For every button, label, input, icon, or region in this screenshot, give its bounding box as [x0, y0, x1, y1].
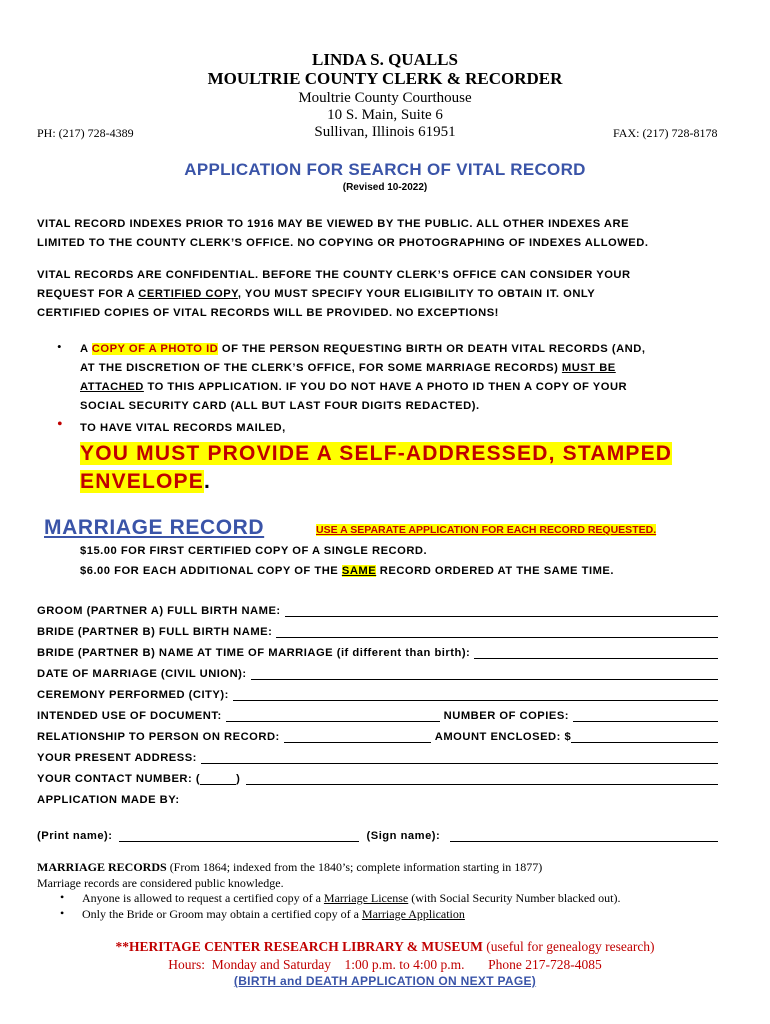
relationship-amount-row: [37, 723, 718, 743]
present-address-label: YOUR PRESENT ADDRESS:: [37, 752, 197, 764]
confidential-line-2b: , YOU MUST SPECIFY YOUR ELIGIBILITY TO OBTAIN IT. ONLY: [237, 288, 596, 300]
anyone-note-a: Anyone is allowed to request a certified copy of a: [82, 891, 324, 905]
area-code-field[interactable]: [200, 772, 236, 785]
index-notice-line-1: VITAL RECORD INDEXES PRIOR TO 1916 MAY BE VIEWED BY THE PUBLIC. ALL OTHER INDEXES ARE: [37, 218, 630, 230]
same-text: SAME: [341, 565, 377, 577]
print-name-field[interactable]: [119, 829, 359, 842]
photo-id-line-1b: OF THE PERSON REQUESTING BIRTH OR DEATH VITAL RECORDS (AND,: [218, 343, 646, 355]
ceremony-city-row: [37, 681, 718, 701]
number-of-copies-field[interactable]: [573, 709, 718, 722]
photo-id-line-2: [80, 359, 734, 378]
bullet-icon: •: [60, 906, 65, 920]
attached-text: ATTACHED: [80, 381, 144, 393]
ceremony-city-label: CEREMONY PERFORMED (CITY):: [37, 689, 229, 701]
intended-use-field[interactable]: [226, 709, 440, 722]
intended-use-label: INTENDED USE OF DOCUMENT:: [37, 710, 222, 722]
marriage-date-field[interactable]: [251, 667, 718, 680]
bullet-icon: •: [57, 339, 62, 354]
form-title: APPLICATION FOR SEARCH OF VITAL RECORD: [184, 160, 586, 179]
print-name-label: (Print name):: [37, 830, 113, 842]
bride-marriage-name-row: [37, 639, 718, 659]
photo-id-line-2a: AT THE DISCRETION OF THE CLERK’S OFFICE, FOR SOME MARRIAGE RECORDS): [80, 362, 562, 374]
heritage-center-name: **HERITAGE CENTER RESEARCH LIBRARY & MUSEUM: [115, 939, 483, 954]
bride-groom-note: [82, 907, 465, 922]
confidential-line-2: [37, 285, 734, 304]
relationship-label: RELATIONSHIP TO PERSON ON RECORD:: [37, 731, 280, 743]
names-row: [37, 822, 718, 842]
confidential-line-2a: REQUEST FOR A: [37, 288, 139, 300]
relationship-field[interactable]: [284, 730, 431, 743]
confidential-notice: [37, 266, 734, 323]
clerk-title: MOULTRIE COUNTY CLERK & RECORDER: [207, 69, 563, 88]
photo-id-line-4: SOCIAL SECURITY CARD (ALL BUT LAST FOUR DIGITS REDACTED).: [80, 400, 480, 412]
groom-name-label: GROOM (PARTNER A) FULL BIRTH NAME:: [37, 605, 281, 617]
number-of-copies-label: NUMBER OF COPIES:: [443, 710, 570, 722]
heritage-center: [0, 939, 770, 955]
address-row: [37, 744, 718, 764]
fee2-a: $6.00 FOR EACH ADDITIONAL COPY OF THE: [80, 565, 342, 577]
sign-name-field[interactable]: [450, 829, 718, 842]
marriage-records-heading: MARRIAGE RECORDS: [37, 860, 167, 874]
confidential-line-3: CERTIFIED COPIES OF VITAL RECORDS WILL BE PROVIDED. NO EXCEPTIONS!: [37, 307, 499, 319]
marriage-records-note: [37, 860, 542, 875]
bride-name-row: [37, 618, 718, 638]
anyone-note-b: (with Social Security Number blacked out).: [408, 891, 621, 905]
mailing-line: TO HAVE VITAL RECORDS MAILED,: [80, 422, 286, 434]
clerk-name: LINDA S. QUALLS: [312, 50, 458, 69]
contact-number-label: YOUR CONTACT NUMBER: (: [37, 773, 201, 785]
envelope-text-2: ENVELOPE: [80, 470, 204, 493]
index-notice: [37, 215, 734, 253]
heritage-center-note: (useful for genealogy research): [482, 939, 655, 954]
bride-name-field[interactable]: [276, 625, 718, 638]
fee-additional-copy: [80, 565, 614, 577]
made-by-row: [37, 786, 718, 806]
envelope-requirement: [80, 440, 735, 496]
next-page-note: (BIRTH and DEATH APPLICATION ON NEXT PAGE): [233, 974, 537, 988]
photo-id-line-3: [80, 378, 734, 397]
fax-number: FAX: (217) 728-8178: [613, 126, 718, 140]
phone-number: PH: (217) 728-4389: [37, 126, 134, 140]
envelope-line-2: [80, 468, 735, 496]
photo-id-highlight: COPY OF A PHOTO ID: [91, 343, 219, 355]
bride-groom-note-a: Only the Bride or Groom may obtain a certified copy of a: [82, 907, 362, 921]
contact-close-paren: ): [236, 773, 241, 785]
bullet-icon: •: [60, 890, 65, 904]
bullet-icon: •: [57, 416, 63, 433]
use-copies-row: [37, 702, 718, 722]
public-knowledge-note: Marriage records are considered public knowledge.: [37, 876, 284, 890]
bride-marriage-name-label: BRIDE (PARTNER B) NAME AT TIME OF MARRIAGE (if different than birth):: [37, 647, 471, 659]
bride-name-label: BRIDE (PARTNER B) FULL BIRTH NAME:: [37, 626, 273, 638]
fee-first-copy: $15.00 FOR FIRST CERTIFIED COPY OF A SINGLE RECORD.: [80, 545, 428, 557]
groom-name-field[interactable]: [285, 604, 718, 617]
amount-enclosed-label: AMOUNT ENCLOSED: $: [434, 731, 572, 743]
separate-application-note: USE A SEPARATE APPLICATION FOR EACH RECORD REQUESTED.: [316, 524, 657, 536]
photo-id-line-1a: A: [80, 343, 92, 355]
envelope-line-1: [80, 440, 735, 468]
ceremony-city-field[interactable]: [233, 688, 718, 701]
fee2-b: RECORD ORDERED AT THE SAME TIME.: [376, 565, 614, 577]
address-line-3: Sullivan, Illinois 61951: [314, 124, 456, 140]
marriage-application-text: Marriage Application: [361, 907, 465, 921]
contact-row: [37, 765, 718, 785]
heritage-hours: Hours: Monday and Saturday 1:00 p.m. to 4:00 p.m. Phone 217-728-4085: [168, 957, 602, 972]
certified-copy-text: CERTIFIED COPY: [138, 288, 238, 300]
must-be-text: MUST BE: [561, 362, 616, 374]
photo-id-line-1: [80, 340, 734, 359]
contact-number-field[interactable]: [246, 772, 718, 785]
address-line-1: Moultrie County Courthouse: [298, 90, 472, 106]
envelope-text-1: YOU MUST PROVIDE A SELF-ADDRESSED, STAMPED: [80, 442, 673, 465]
sign-name-label: (Sign name):: [366, 830, 441, 842]
index-notice-line-2: LIMITED TO THE COUNTY CLERK’S OFFICE. NO COPYING OR PHOTOGRAPHING OF INDEXES ALLOWED.: [37, 237, 649, 249]
groom-name-row: [37, 597, 718, 617]
amount-enclosed-field[interactable]: [571, 730, 718, 743]
anyone-note: [82, 891, 621, 906]
application-made-by-label: APPLICATION MADE BY:: [37, 794, 180, 806]
marriage-records-dates: (From 1864; indexed from the 1840’s; complete information starting in 1877): [166, 860, 543, 874]
photo-id-line-3b: TO THIS APPLICATION. IF YOU DO NOT HAVE A PHOTO ID THEN A COPY OF YOUR: [143, 381, 628, 393]
revision-date: (Revised 10-2022): [342, 182, 428, 193]
mailing-requirement: [80, 419, 734, 438]
present-address-field[interactable]: [201, 751, 718, 764]
bride-marriage-name-field[interactable]: [474, 646, 718, 659]
marriage-date-row: [37, 660, 718, 680]
address-line-2: 10 S. Main, Suite 6: [327, 107, 443, 123]
photo-id-requirement: [80, 340, 734, 416]
marriage-date-label: DATE OF MARRIAGE (CIVIL UNION):: [37, 668, 247, 680]
envelope-period: .: [203, 470, 212, 493]
confidential-line-1: VITAL RECORDS ARE CONFIDENTIAL. BEFORE THE COUNTY CLERK’S OFFICE CAN CONSIDER YOUR: [37, 269, 631, 281]
marriage-record-title: MARRIAGE RECORD: [44, 516, 265, 539]
marriage-license-text: Marriage License: [323, 891, 409, 905]
